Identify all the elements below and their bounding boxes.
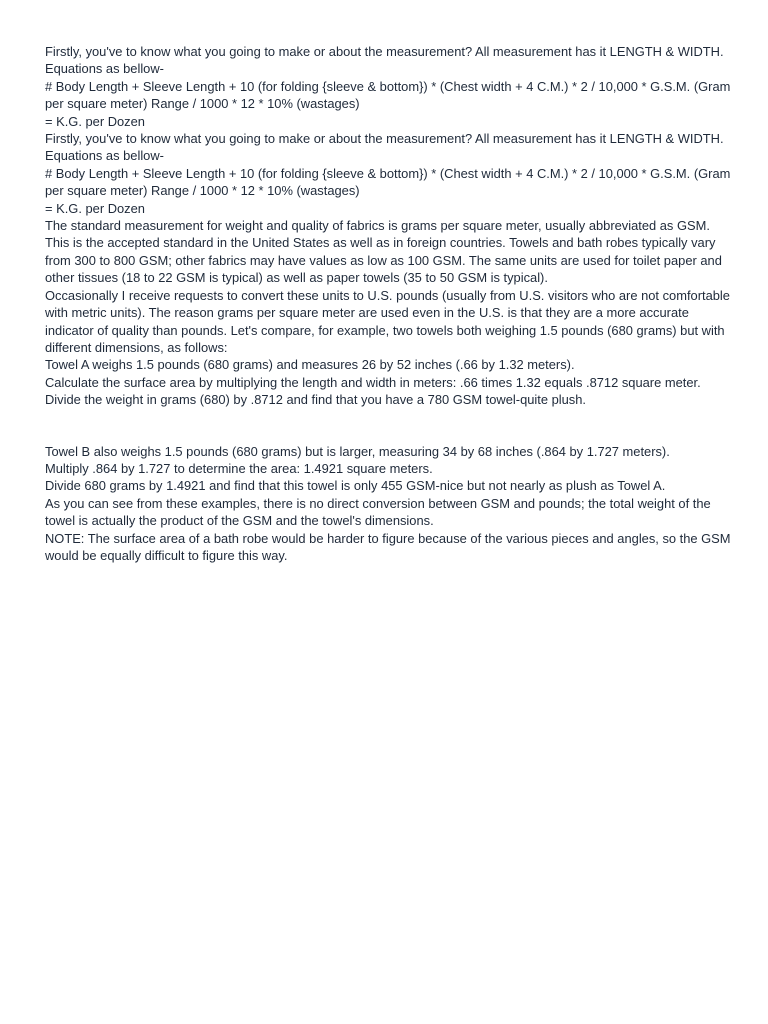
conversion-paragraph: Occasionally I receive requests to convert these units to U.S. pounds (usually from U.S. visitors who are not comfortable with metric units). The reason grams per square meter are used even in the U.S. is that they are a more accurate indicator of quality than pounds. Let's compare, for example, two towels both weighing 1.5 pounds (680 grams) but with different dimensions, as follows: [45,287,730,355]
gsm-standard-paragraph: The standard measurement for weight and quality of fabrics is grams per square meter, usually abbreviated as GSM. This is the accepted standard in the United States as well as in foreign countries. Towels and bath robes typically vary from 300 to 800 GSM; other fabrics may have values as low as 100 GSM. The same units are used for toilet paper and other tissues (18 to 22 GSM is typical) as well as paper towels (35 to 50 GSM is typical). [45,218,722,286]
towel-b-description: Towel B also weighs 1.5 pounds (680 grams) but is larger, measuring 34 by 68 inches (.864 by 1.727 meters). [45,443,670,459]
intro-paragraph: Firstly, you've to know what you going to make or about the measurement? All measurement has it LENGTH & WIDTH. Equations as bellow- [45,44,724,77]
text-block-2 [45,443,735,565]
document-page [45,43,735,564]
text-block-1 [45,43,735,409]
towel-b-area: Multiply .864 by 1.727 to determine the area: 1.4921 square meters. [45,460,433,476]
equation-line: # Body Length + Sleeve Length + 10 (for folding {sleeve & bottom}) * (Chest width + 4 C.M.) * 2 / 10,000 * G.S.M. (Gram per square meter) Range / 1000 * 12 * 10% (wastages) [45,78,731,112]
equation-result: = K.G. per Dozen [45,113,145,129]
towel-a-area: Calculate the surface area by multiplying the length and width in meters: .66 times 1.32 equals .8712 square meter. [45,374,701,390]
intro-paragraph-repeat: Firstly, you've to know what you going to make or about the measurement? All measurement has it LENGTH & WIDTH. Equations as bellow- [45,131,724,164]
equation-result-repeat: = K.G. per Dozen [45,200,145,216]
note-paragraph: NOTE: The surface area of a bath robe would be harder to figure because of the various pieces and angles, so the GSM would be equally difficult to figure this way. [45,530,731,563]
towel-a-gsm: Divide the weight in grams (680) by .8712 and find that you have a 780 GSM towel-quite plush. [45,392,587,408]
paragraph-gap [45,409,735,443]
towel-a-description: Towel A weighs 1.5 pounds (680 grams) and measures 26 by 52 inches (.66 by 1.32 meters). [45,357,575,373]
conclusion-paragraph: As you can see from these examples, there is no direct conversion between GSM and pounds; the total weight of the towel is actually the product of the GSM and the towel's dimensions. [45,495,711,529]
towel-b-gsm: Divide 680 grams by 1.4921 and find that this towel is only 455 GSM-nice but not nearly as plush as Towel A. [45,478,666,494]
equation-line-repeat: # Body Length + Sleeve Length + 10 (for folding {sleeve & bottom}) * (Chest width + 4 C.M.) * 2 / 10,000 * G.S.M. (Gram per square meter) Range / 1000 * 12 * 10% (wastages) [45,165,731,199]
